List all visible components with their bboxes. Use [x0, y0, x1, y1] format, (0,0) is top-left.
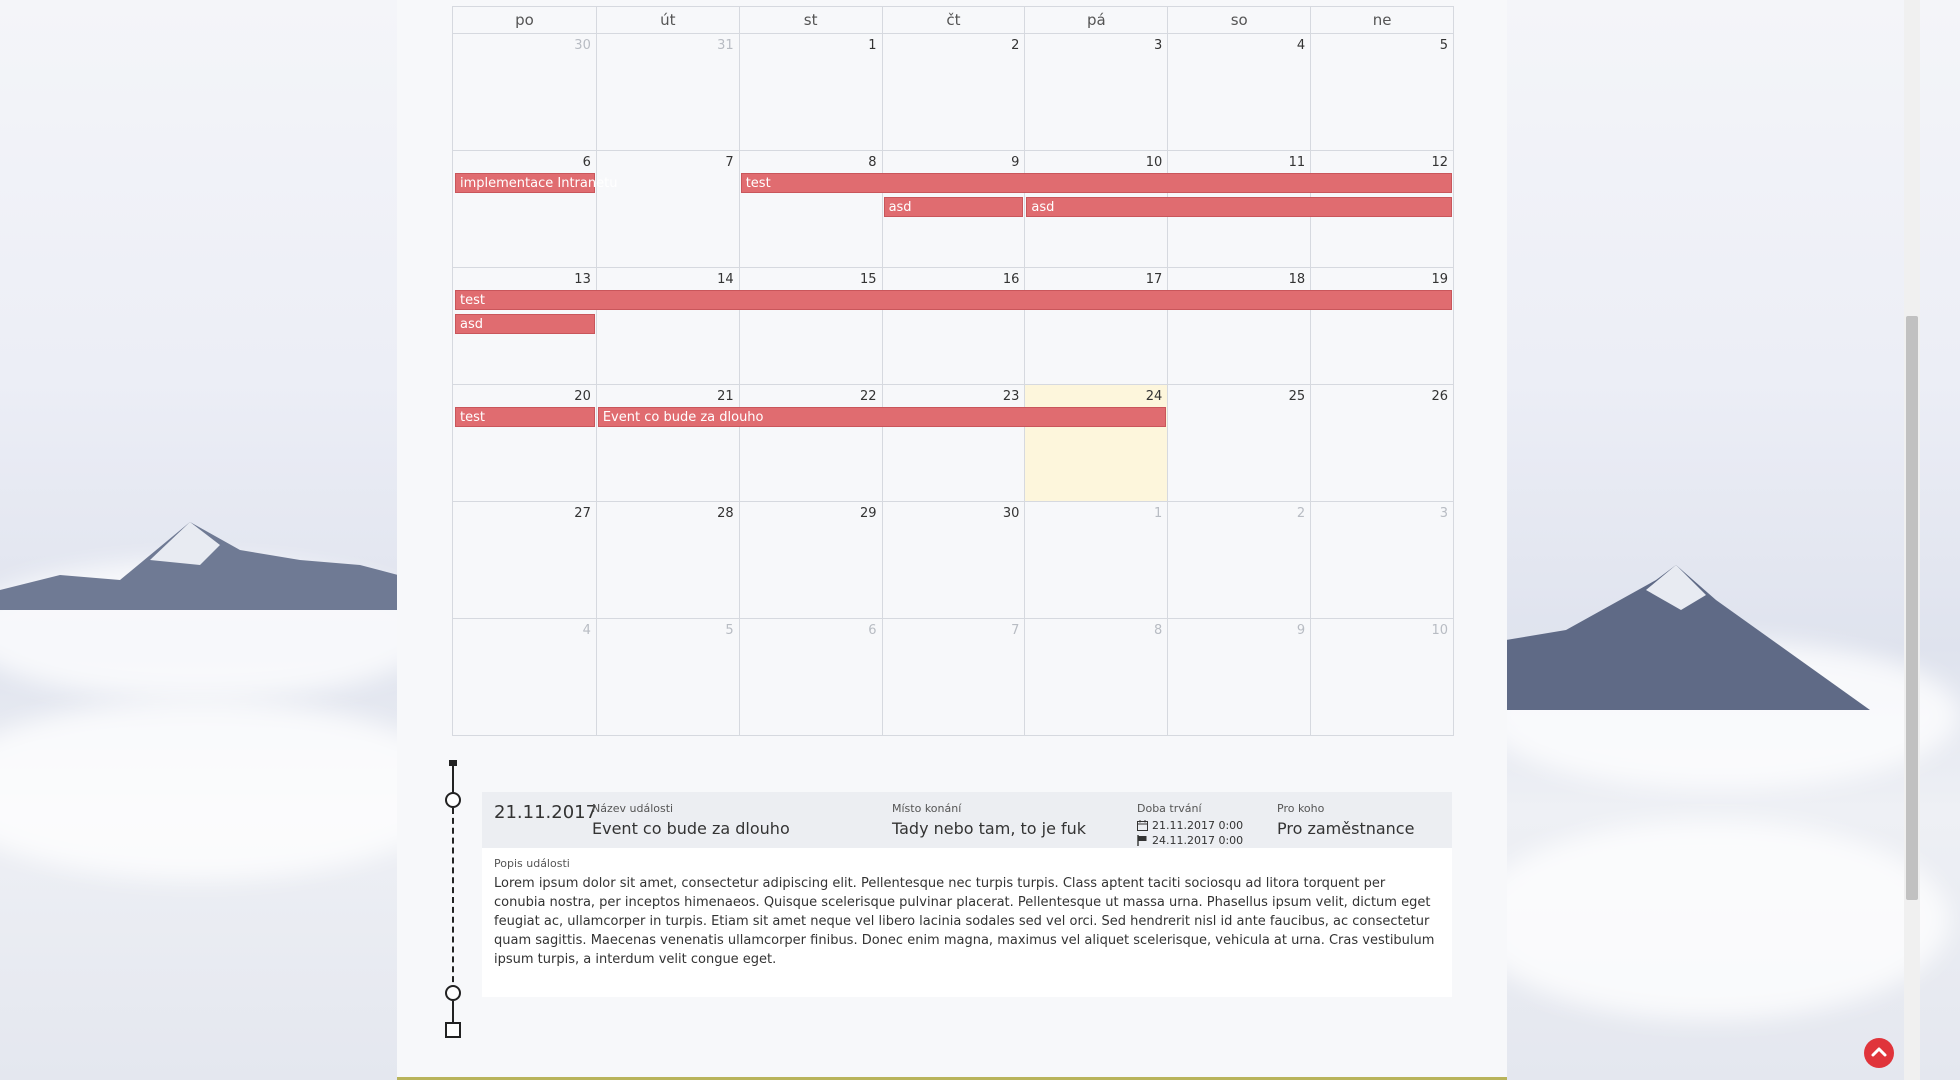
day-number: 10	[1431, 623, 1448, 638]
scrollbar-thumb[interactable]	[1906, 316, 1918, 900]
calendar-day[interactable]	[1167, 502, 1310, 618]
calendar-day[interactable]	[453, 34, 596, 150]
weekday-label: út	[596, 7, 739, 33]
day-number: 14	[717, 272, 734, 287]
calendar-day[interactable]	[739, 502, 882, 618]
event-detail-header	[482, 792, 1452, 848]
calendar-event[interactable]: asd	[884, 197, 1024, 217]
weekday-label: pá	[1024, 7, 1167, 33]
calendar-week	[453, 34, 1453, 151]
event-name-field	[592, 802, 790, 838]
calendar-day[interactable]	[596, 268, 739, 384]
calendar-day[interactable]	[1024, 268, 1167, 384]
cloud-decoration	[1470, 820, 1950, 1020]
weekday-label: so	[1167, 7, 1310, 33]
day-number: 1	[868, 38, 877, 53]
calendar-week	[453, 268, 1453, 385]
day-number: 16	[1002, 272, 1020, 287]
day-number: 30	[1002, 506, 1020, 521]
calendar-week	[453, 619, 1453, 735]
day-number: 11	[1288, 155, 1306, 170]
calendar-day[interactable]	[1310, 385, 1453, 501]
day-number: 26	[1431, 389, 1448, 404]
calendar-day[interactable]	[596, 502, 739, 618]
calendar-day[interactable]	[739, 619, 882, 735]
event-end	[1137, 834, 1243, 847]
day-number: 5	[1439, 38, 1448, 53]
calendar-day[interactable]	[596, 34, 739, 150]
calendar-day[interactable]	[596, 151, 739, 267]
day-number: 15	[860, 272, 877, 287]
timeline-line-dashed	[452, 808, 454, 992]
day-number: 19	[1431, 272, 1448, 287]
vertical-scrollbar[interactable]	[1904, 0, 1920, 1080]
calendar-day[interactable]	[596, 385, 739, 501]
day-number: 31	[717, 38, 734, 53]
event-start	[1137, 819, 1243, 832]
calendar-day[interactable]	[1310, 619, 1453, 735]
day-number: 4	[1296, 38, 1306, 53]
flag-icon	[1137, 835, 1148, 846]
day-number: 7	[1011, 623, 1020, 638]
day-number: 18	[1288, 272, 1306, 287]
timeline-node-icon	[445, 985, 461, 1001]
day-number: 7	[725, 155, 734, 170]
day-number: 3	[1154, 38, 1163, 53]
day-number: 2	[1011, 38, 1020, 53]
month-calendar	[452, 6, 1454, 736]
day-number: 21	[717, 389, 734, 404]
day-number: 5	[725, 623, 734, 638]
event-audience-field	[1277, 802, 1414, 838]
calendar-day[interactable]	[1024, 619, 1167, 735]
day-number: 8	[868, 155, 877, 170]
day-number: 27	[574, 506, 591, 521]
day-number: 13	[574, 272, 591, 287]
chevron-up-icon	[1870, 1044, 1888, 1062]
scroll-to-top-button[interactable]	[1864, 1038, 1894, 1068]
calendar-day[interactable]	[453, 619, 596, 735]
calendar-week	[453, 502, 1453, 619]
calendar-day[interactable]	[882, 268, 1025, 384]
timeline-end-icon	[445, 1022, 461, 1038]
weekday-label: čt	[882, 7, 1025, 33]
calendar-event[interactable]: asd	[1026, 197, 1452, 217]
calendar-event[interactable]: test	[741, 173, 1452, 193]
calendar-day[interactable]	[739, 268, 882, 384]
day-number: 28	[717, 506, 734, 521]
event-audience: Pro zaměstnance	[1277, 819, 1415, 838]
event-place: Tady nebo tam, to je fuk	[892, 819, 1087, 838]
calendar-icon	[1137, 820, 1148, 831]
weekday-label: po	[515, 11, 534, 29]
day-number: 4	[582, 623, 591, 638]
weekday-header	[453, 7, 1453, 34]
day-number: 25	[1288, 389, 1306, 404]
calendar-day[interactable]	[739, 385, 882, 501]
timeline-node-icon	[445, 792, 461, 808]
event-duration-field	[1137, 802, 1243, 847]
calendar-day[interactable]	[882, 619, 1025, 735]
calendar-event[interactable]: implementace Intranetu	[455, 173, 595, 193]
calendar-day[interactable]	[882, 34, 1025, 150]
day-number: 9	[1011, 155, 1020, 170]
event-name: Event co bude za dlouho	[592, 819, 790, 838]
calendar-event[interactable]: asd	[455, 314, 595, 334]
event-date: 21.11.2017	[494, 802, 598, 823]
day-number: 29	[860, 506, 877, 521]
timeline-line	[452, 1001, 454, 1023]
calendar-day[interactable]	[1167, 385, 1310, 501]
field-label: Pro koho	[1277, 802, 1325, 815]
day-number: 10	[1145, 155, 1163, 170]
calendar-day[interactable]	[1167, 268, 1310, 384]
calendar-day[interactable]	[1310, 268, 1453, 384]
calendar-day[interactable]	[596, 619, 739, 735]
day-number: 1	[1154, 506, 1163, 521]
mountain-left-decoration	[0, 520, 398, 610]
calendar-week	[453, 385, 1453, 502]
calendar-day[interactable]	[882, 502, 1025, 618]
day-number: 23	[1002, 389, 1020, 404]
day-number: 8	[1154, 623, 1163, 638]
main-content	[397, 0, 1507, 1080]
calendar-day[interactable]	[1310, 34, 1453, 150]
calendar-day[interactable]	[453, 502, 596, 618]
calendar-day[interactable]	[1024, 34, 1167, 150]
day-number: 22	[860, 389, 877, 404]
calendar-day[interactable]	[453, 151, 596, 267]
cloud-decoration	[0, 700, 460, 880]
day-number: 30	[574, 38, 591, 53]
calendar-event[interactable]: test	[455, 290, 1452, 310]
weekday-label: st	[739, 7, 882, 33]
day-number: 6	[868, 623, 877, 638]
calendar-day-today[interactable]	[1024, 385, 1167, 501]
field-label: Doba trvání	[1137, 802, 1202, 815]
day-number: 24	[1145, 389, 1163, 404]
day-number: 20	[574, 389, 591, 404]
field-label: Místo konání	[892, 802, 962, 815]
description-text: Lorem ipsum dolor sit amet, consectetur adipiscing elit. Pellentesque nec turpis turpis. Class aptent taciti sociosqu ad litora torquent per conubia nostra, per inceptos himenaeos. Quisque scelerisque pulvinar placerat. Pellentesque ut massa urna. Phasellus ipsum velit, dictum eget feugiat ac, ullamcorper in turpis. Etiam sit amet neque vel libero lacinia sodales sed vel orci. Sed hendrerit nisl id ante faucibus, ac consectetur quam sagittis. Maecenas venenatis ullamcorper finibus. Donec enim magna, maximus vel aliquet scelerisque, vehicula at urna. Cras vestibulum ipsum turpis, a interdum velit congue eget.	[494, 876, 1435, 967]
event-place-field	[892, 802, 1086, 838]
weekday-label: ne	[1310, 7, 1453, 33]
day-number: 6	[582, 155, 591, 170]
calendar-day[interactable]	[453, 385, 596, 501]
calendar-day[interactable]	[882, 385, 1025, 501]
field-label: Název události	[592, 802, 674, 815]
calendar-day[interactable]	[739, 34, 882, 150]
description-label: Popis události	[494, 857, 570, 870]
calendar-day[interactable]	[739, 151, 882, 267]
event-start-text: 21.11.2017 0:00	[1152, 819, 1244, 832]
day-number: 3	[1439, 506, 1448, 521]
day-number: 9	[1296, 623, 1306, 638]
calendar-day[interactable]	[1167, 34, 1310, 150]
calendar-day[interactable]	[1310, 502, 1453, 618]
mountain-right-decoration	[1506, 560, 1870, 710]
day-number: 17	[1145, 272, 1163, 287]
event-detail-card	[482, 792, 1452, 997]
calendar-day[interactable]	[1024, 502, 1167, 618]
calendar-event[interactable]: test	[455, 407, 595, 427]
calendar-day[interactable]	[1167, 619, 1310, 735]
event-end-text: 24.11.2017 0:00	[1152, 834, 1244, 847]
event-description	[482, 848, 1452, 997]
calendar-event[interactable]: Event co bude za dlouho	[598, 407, 1166, 427]
day-number: 2	[1296, 506, 1306, 521]
day-number: 12	[1431, 155, 1448, 170]
calendar-week	[453, 151, 1453, 268]
